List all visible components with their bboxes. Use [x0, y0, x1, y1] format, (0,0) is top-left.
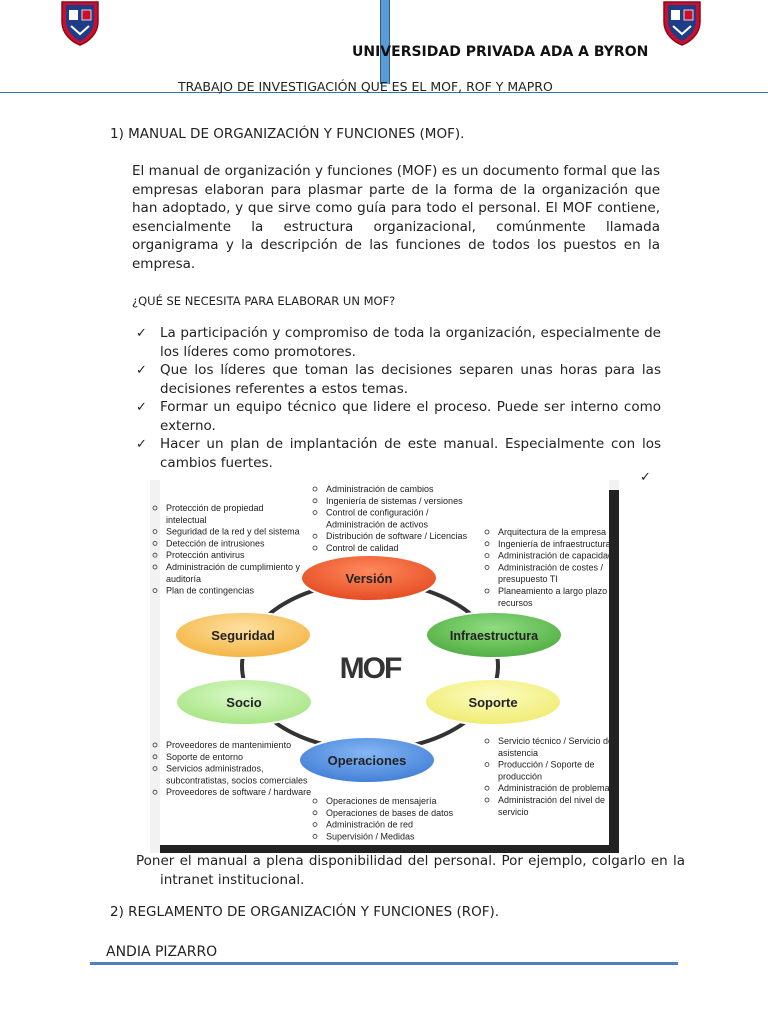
seguridad-item: Seguridad de la red y del sistema: [166, 526, 300, 537]
node-soporte-label: Soporte: [468, 695, 518, 710]
node-version: [301, 555, 437, 601]
list-item-text: Que los líderes que toman las decisiones separen unas horas para las decisiones referentes a estos temas.: [160, 362, 661, 397]
check-icon: ✓: [640, 470, 651, 485]
mof-diagram: [150, 480, 619, 853]
list-item: [136, 398, 661, 436]
list-item: [136, 435, 661, 473]
university-logo-left: [58, 0, 102, 46]
mof-question: ¿QUÉ SE NECESITA PARA ELABORAR UN MOF?: [132, 294, 396, 308]
node-socio-label: Socio: [226, 695, 262, 710]
version-item: Distribución de software / Licencias: [326, 531, 468, 542]
seguridad-item: Detección de intrusiones: [166, 538, 265, 549]
soporte-item: servicio: [498, 806, 529, 817]
seguridad-item: intelectual: [166, 514, 207, 525]
node-soporte: [425, 679, 561, 725]
university-name: UNIVERSIDAD PRIVADA ADA A BYRON: [352, 44, 649, 60]
header-vertical-bar: [380, 0, 390, 84]
soporte-item: producción: [498, 771, 543, 782]
infraestructura-item: Planeamiento a largo plazo: [498, 586, 608, 596]
document-subtitle: TRABAJO DE INVESTIGACIÓN QUE ES EL MOF, ROF Y MAPRO: [178, 79, 553, 94]
university-logo-right: [660, 0, 704, 46]
soporte-item: Servicio técnico / Servicio de: [498, 736, 614, 746]
soporte-item: Producción / Soporte de: [498, 759, 595, 770]
check-icon: ✓: [136, 326, 147, 341]
socio-item: subcontratistas, socios comerciales: [166, 775, 308, 786]
list-item: [136, 361, 661, 399]
version-item: Control de configuración /: [326, 507, 429, 518]
version-item: Administración de activos: [326, 519, 429, 530]
infraestructura-item: Ingeniería de infraestructura: [498, 538, 611, 549]
version-item: Control de calidad: [326, 543, 399, 553]
socio-item: Servicios administrados,: [166, 763, 264, 774]
node-operaciones: [299, 737, 435, 783]
after-figure-paragraph: [136, 852, 685, 889]
socio-item: Proveedores de software / hardware: [166, 787, 312, 798]
infraestructura-items: [485, 527, 613, 608]
check-icon: ✓: [136, 437, 147, 452]
diagram-center-label: MOF: [339, 652, 401, 685]
section-1-heading: 1) MANUAL DE ORGANIZACIÓN Y FUNCIONES (MOF).: [110, 126, 465, 142]
seguridad-item: Protección de propiedad: [166, 503, 264, 513]
list-item-text: Formar un equipo técnico que lidere el proceso. Puede ser interno como externo.: [160, 399, 661, 434]
infraestructura-item: Administración de costes /: [498, 562, 604, 573]
socio-item: Soporte de entorno: [166, 751, 244, 762]
node-seguridad: [175, 612, 311, 658]
operaciones-item: Supervisión / Medidas: [326, 831, 415, 842]
soporte-item: Administración del nivel de: [498, 795, 606, 805]
check-icon: ✓: [136, 363, 147, 378]
seguridad-item: Protección antivirus: [166, 550, 245, 561]
list-item-text: La participación y compromiso de toda la organización, especialmente de los líderes como promotores.: [160, 325, 661, 360]
node-infraestructura-label: Infraestructura: [449, 629, 539, 643]
section-2-heading: 2) REGLAMENTO DE ORGANIZACIÓN Y FUNCIONES (ROF).: [110, 904, 500, 920]
requirements-list: [136, 324, 661, 472]
infraestructura-item: Arquitectura de la empresa: [498, 527, 607, 537]
node-version-label: Versión: [345, 571, 393, 586]
version-item: Ingeniería de sistemas / versiones: [326, 495, 463, 506]
list-item: [136, 324, 661, 362]
infraestructura-item: presupuesto TI: [498, 574, 558, 585]
node-infraestructura: [426, 612, 562, 658]
node-operaciones-label: Operaciones: [327, 753, 407, 768]
socio-item: Proveedores de mantenimiento: [166, 740, 292, 750]
seguridad-item: auditoría: [166, 573, 202, 584]
seguridad-item: Administración de cumplimiento y: [166, 562, 301, 572]
soporte-item: asistencia: [498, 747, 539, 758]
footer-author: ANDIA PIZARRO: [106, 944, 218, 960]
operaciones-item: Operaciones de bases de datos: [326, 807, 454, 818]
node-seguridad-label: Seguridad: [211, 628, 275, 643]
after-figure-text: Poner el manual a plena disponibilidad del personal. Por ejemplo, colgarlo en la intranet institucional.: [136, 853, 685, 888]
infraestructura-item: Administración de capacidad: [498, 550, 614, 561]
check-icon: ✓: [136, 400, 147, 415]
operaciones-item: Operaciones de mensajería: [326, 796, 437, 806]
node-socio: [176, 679, 312, 725]
section-1-paragraph: El manual de organización y funciones (MOF) es un documento formal que las empresas elaboran para plasmar parte de la forma de la organización que han adoptado, y que sirve como guía para todo el personal. El MOF contiene, esencialmente la estructura organizacional, comúnmente llamada organigrama y la descripción de las funciones de todos los puestos en la empresa.: [132, 163, 660, 272]
seguridad-item: Plan de contingencias: [166, 585, 255, 596]
soporte-item: Administración de problemas: [498, 783, 615, 794]
infraestructura-item: recursos: [498, 597, 533, 608]
list-item-text: Hacer un plan de implantación de este manual. Especialmente con los cambios fuertes.: [160, 436, 661, 471]
version-item: Administración de cambios: [326, 484, 434, 494]
operaciones-item: Administración de red: [326, 819, 414, 830]
footer-rule: [90, 962, 678, 965]
